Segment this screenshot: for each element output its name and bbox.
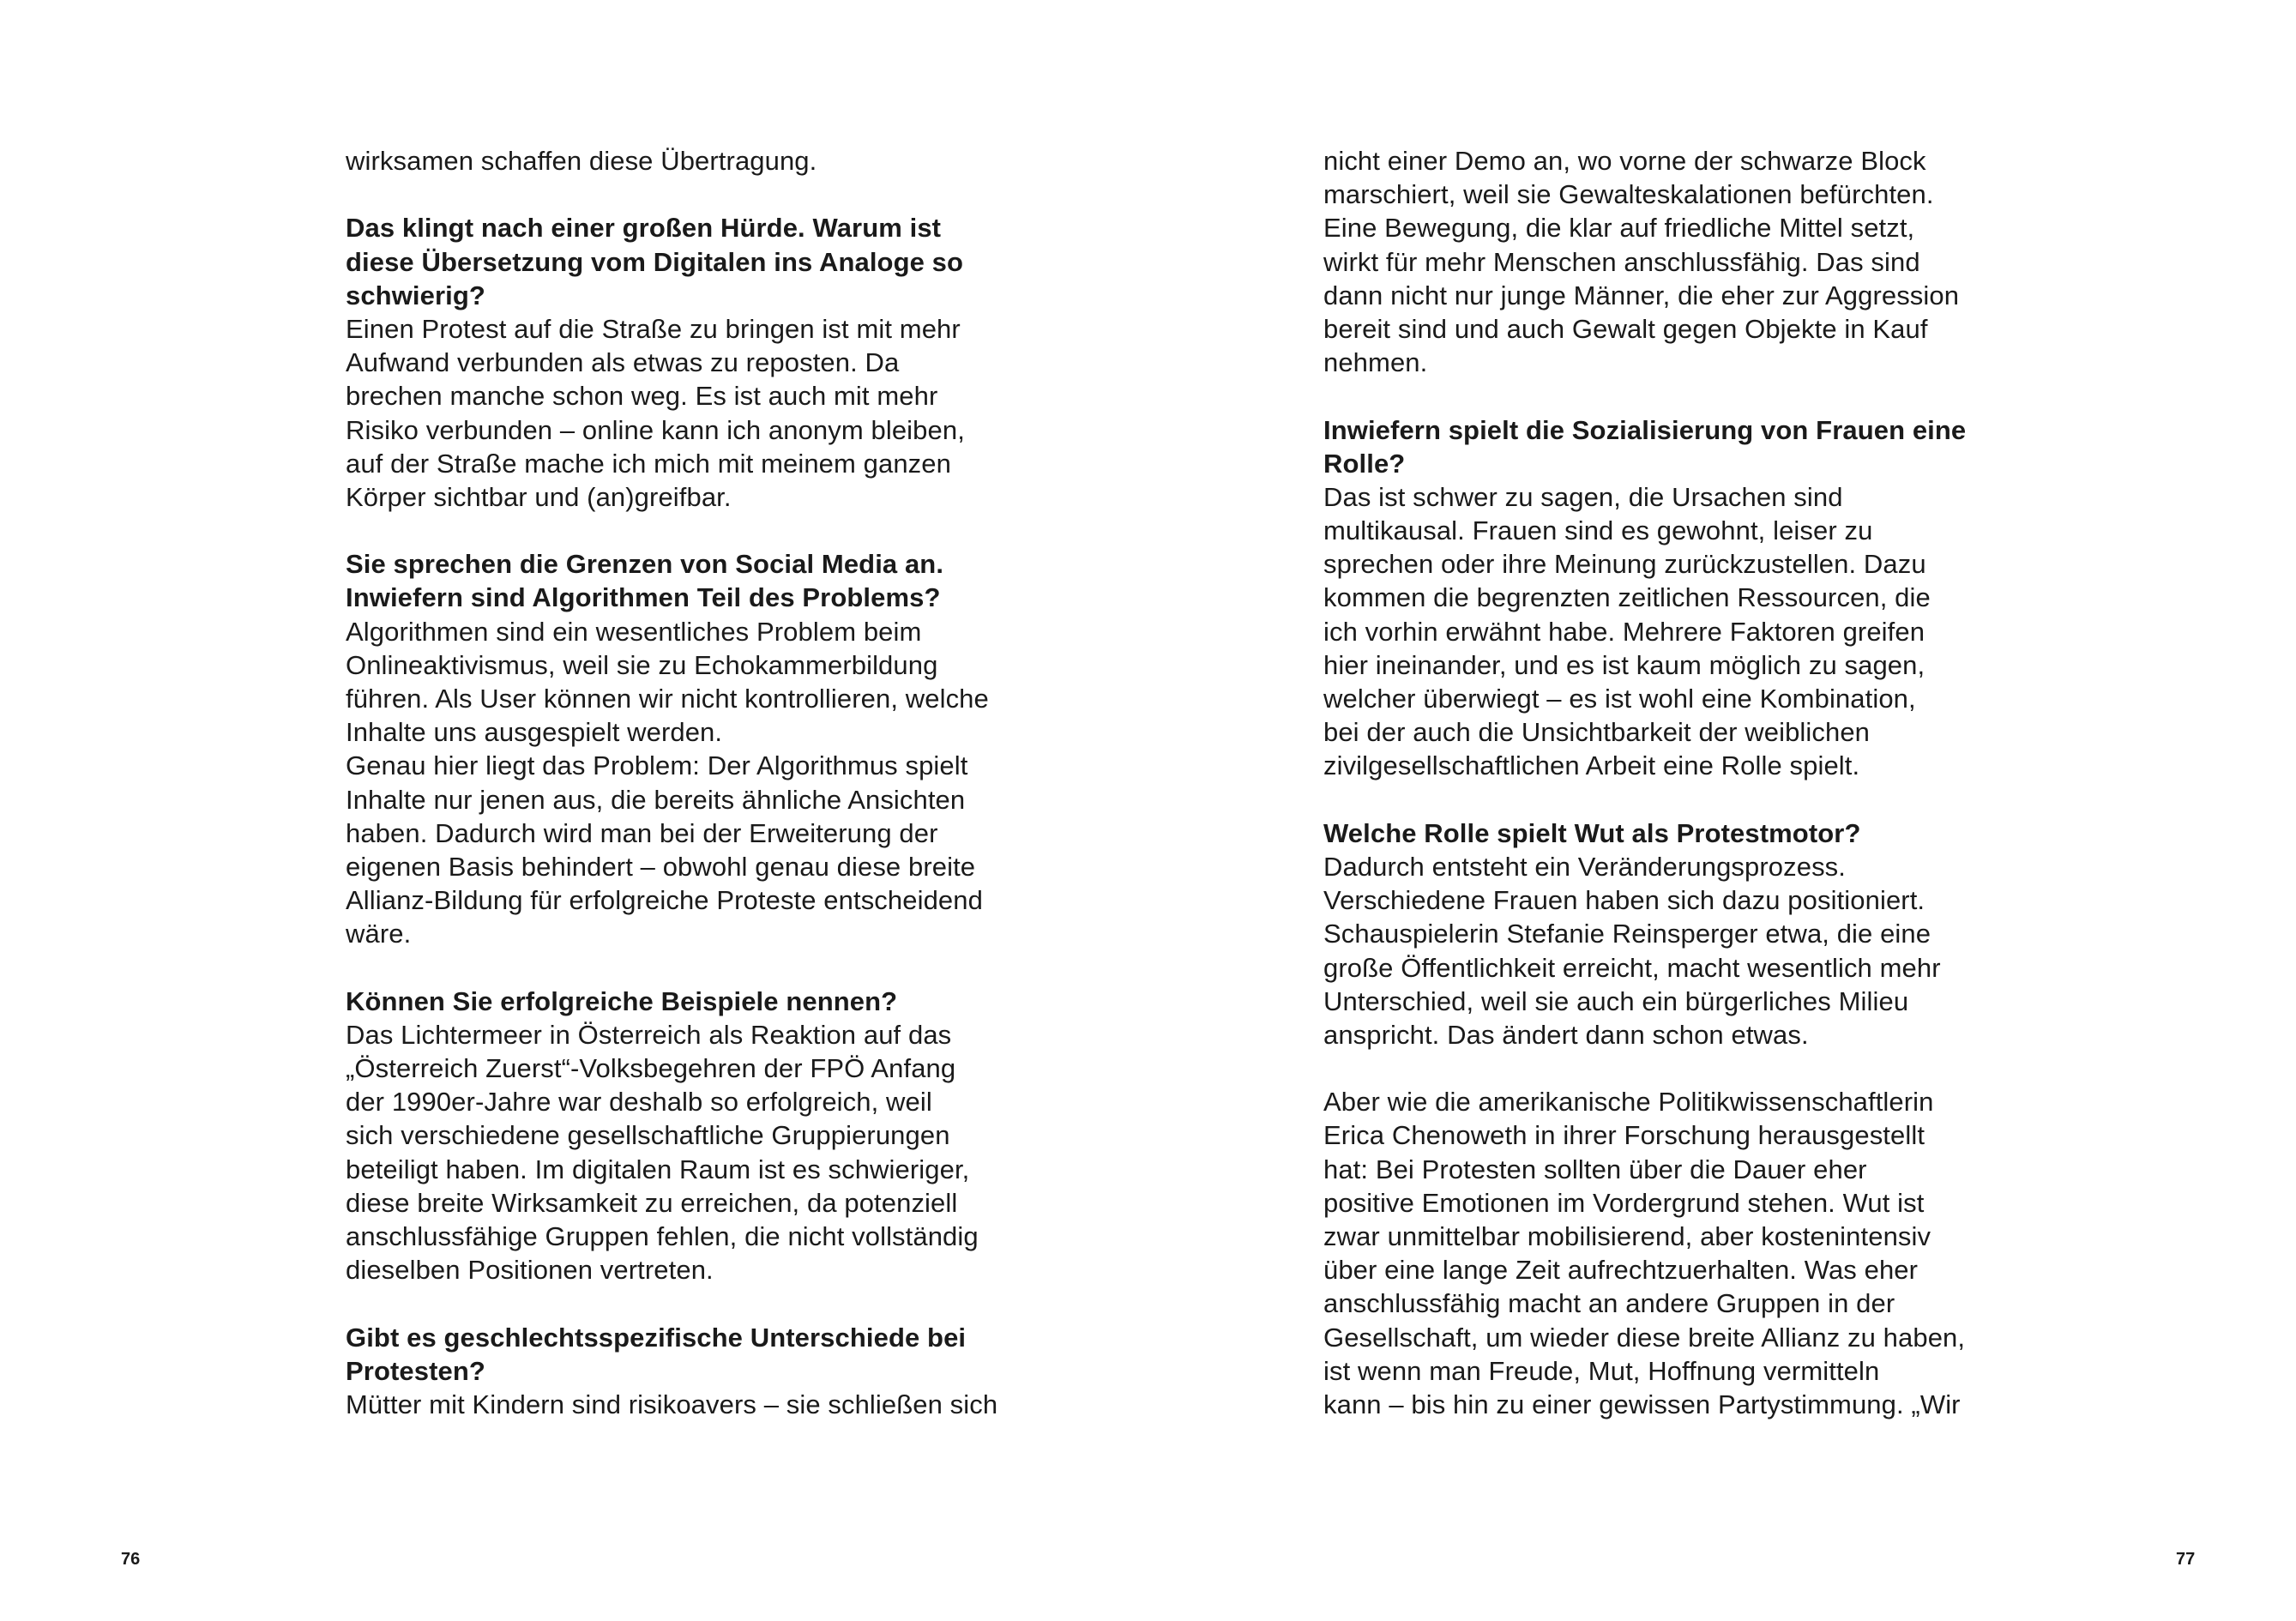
left-page-text: [346, 144, 1015, 1421]
paragraph-gap: [1323, 379, 1992, 413]
body-line: sich verschiedene gesellschaftliche Gruppierungen: [346, 1120, 950, 1151]
body-line: Körper sichtbar und (an)greifbar.: [346, 481, 732, 512]
body-line: Unterschied, weil sie auch ein bürgerliches Milieu: [1323, 985, 1909, 1016]
body-line: der 1990er-Jahre war deshalb so erfolgreich, weil: [346, 1087, 932, 1118]
paragraph-gap: [346, 1287, 1015, 1320]
body-line: Inhalte uns ausgespielt werden.: [346, 717, 723, 748]
body-line: wirksamen schaffen diese Übertragung.: [346, 146, 817, 176]
body-line: diese breite Wirksamkeit zu erreichen, da potenziell: [346, 1187, 958, 1218]
body-line: Eine Bewegung, die klar auf friedliche Mittel setzt,: [1323, 213, 1915, 244]
body-line: bereit sind und auch Gewalt gegen Objekte in Kauf: [1323, 313, 1928, 344]
body-line: beteiligt haben. Im digitalen Raum ist es schwieriger,: [346, 1154, 970, 1184]
body-line: Gesellschaft, um wieder diese breite Allianz zu haben,: [1323, 1322, 1966, 1353]
body-line: nehmen.: [1323, 347, 1428, 378]
body-line: haben. Dadurch wird man bei der Erweiterung der: [346, 817, 938, 848]
body-line: Onlineaktivismus, weil sie zu Echokammerbildung: [346, 649, 938, 680]
body-line: wäre.: [346, 919, 412, 949]
body-line: „Österreich Zuerst“-Volksbegehren der FPÖ Anfang: [346, 1053, 956, 1084]
body-line: hat: Bei Protesten sollten über die Dauer eher: [1323, 1154, 1867, 1184]
body-line: Dadurch entsteht ein Veränderungsprozess.: [1323, 851, 1846, 882]
body-line: zivilgesellschaftlichen Arbeit eine Rolle spielt.: [1323, 750, 1860, 781]
question-line: Inwiefern sind Algorithmen Teil des Problems?: [346, 582, 941, 613]
body-line: anschlussfähige Gruppen fehlen, die nicht vollständig: [346, 1221, 979, 1251]
paragraph-gap: [346, 178, 1015, 211]
body-line: nicht einer Demo an, wo vorne der schwarze Block: [1323, 146, 1926, 176]
body-line: Allianz-Bildung für erfolgreiche Proteste entscheidend: [346, 885, 983, 916]
paragraph-gap: [346, 951, 1015, 985]
body-line: Einen Protest auf die Straße zu bringen ist mit mehr: [346, 313, 961, 344]
page-number-right: 77: [2176, 1550, 2196, 1569]
body-line: Schauspielerin Stefanie Reinsperger etwa, die eine: [1323, 919, 1931, 949]
body-line: eigenen Basis behindert – obwohl genau diese breite: [346, 851, 976, 882]
body-line: brechen manche schon weg. Es ist auch mit mehr: [346, 381, 938, 412]
paragraph-gap: [346, 514, 1015, 547]
body-line: kann – bis hin zu einer gewissen Partystimmung. „Wir: [1323, 1389, 1961, 1419]
body-line: Genau hier liegt das Problem: Der Algorithmus spielt: [346, 750, 968, 781]
body-line: wirkt für mehr Menschen anschlussfähig. Das sind: [1323, 246, 1920, 277]
body-line: zwar unmittelbar mobilisierend, aber kostenintensiv: [1323, 1221, 1931, 1251]
body-line: anspricht. Das ändert dann schon etwas.: [1323, 1019, 1809, 1050]
body-line: Das Lichtermeer in Österreich als Reaktion auf das: [346, 1019, 952, 1050]
body-line: über eine lange Zeit aufrechtzuerhalten. Was eher: [1323, 1255, 1919, 1286]
body-line: Das ist schwer zu sagen, die Ursachen sind: [1323, 481, 1843, 512]
body-line: ich vorhin erwähnt habe. Mehrere Faktoren greifen: [1323, 616, 1925, 647]
paragraph-gap: [1323, 1052, 1992, 1085]
body-line: anschlussfähig macht an andere Gruppen in der: [1323, 1288, 1895, 1319]
body-line: marschiert, weil sie Gewalteskalationen befürchten.: [1323, 179, 1934, 210]
body-line: dieselben Positionen vertreten.: [346, 1255, 714, 1286]
body-line: bei der auch die Unsichtbarkeit der weiblichen: [1323, 717, 1871, 748]
body-line: Erica Chenoweth in ihrer Forschung herausgestellt: [1323, 1120, 1925, 1151]
body-line: Verschiedene Frauen haben sich dazu positioniert.: [1323, 885, 1925, 916]
right-page-text: [1323, 144, 1992, 1421]
body-line: welcher überwiegt – es ist wohl eine Kombination,: [1323, 684, 1916, 714]
body-line: große Öffentlichkeit erreicht, macht wesentlich mehr: [1323, 952, 1941, 983]
body-line: positive Emotionen im Vordergrund stehen. Wut ist: [1323, 1187, 1925, 1218]
question-line: Rolle?: [1323, 448, 1406, 479]
body-line: Inhalte nur jenen aus, die bereits ähnliche Ansichten: [346, 784, 966, 815]
body-line: sprechen oder ihre Meinung zurückzustellen. Dazu: [1323, 549, 1926, 580]
question-line: Gibt es geschlechtsspezifische Unterschiede bei: [346, 1322, 967, 1353]
question-line: Können Sie erfolgreiche Beispiele nennen?: [346, 985, 898, 1016]
page-number-left: 76: [121, 1550, 141, 1569]
body-line: Aber wie die amerikanische Politikwissenschaftlerin: [1323, 1087, 1934, 1118]
body-line: Aufwand verbunden als etwas zu reposten. Da: [346, 347, 900, 378]
question-line: Welche Rolle spielt Wut als Protestmotor?: [1323, 817, 1861, 848]
body-line: multikausal. Frauen sind es gewohnt, leiser zu: [1323, 515, 1873, 546]
question-line: Inwiefern spielt die Sozialisierung von Frauen eine: [1323, 414, 1967, 445]
question-line: Sie sprechen die Grenzen von Social Media an.: [346, 549, 944, 580]
body-line: führen. Als User können wir nicht kontrollieren, welche: [346, 684, 989, 714]
body-line: ist wenn man Freude, Mut, Hoffnung vermitteln: [1323, 1355, 1880, 1386]
body-line: hier ineinander, und es ist kaum möglich zu sagen,: [1323, 649, 1925, 680]
question-line: Das klingt nach einer großen Hürde. Warum ist: [346, 213, 942, 244]
body-line: dann nicht nur junge Männer, die eher zur Aggression: [1323, 280, 1960, 310]
question-line: Protesten?: [346, 1355, 485, 1386]
body-line: Algorithmen sind ein wesentliches Problem beim: [346, 616, 922, 647]
question-line: schwierig?: [346, 280, 485, 310]
body-line: Mütter mit Kindern sind risikoavers – sie schließen sich: [346, 1389, 998, 1419]
body-line: auf der Straße mache ich mich mit meinem ganzen: [346, 448, 951, 479]
question-line: diese Übersetzung vom Digitalen ins Analoge so: [346, 246, 964, 277]
paragraph-gap: [1323, 783, 1992, 817]
body-line: Risiko verbunden – online kann ich anonym bleiben,: [346, 414, 965, 445]
body-line: kommen die begrenzten zeitlichen Ressourcen, die: [1323, 582, 1931, 613]
